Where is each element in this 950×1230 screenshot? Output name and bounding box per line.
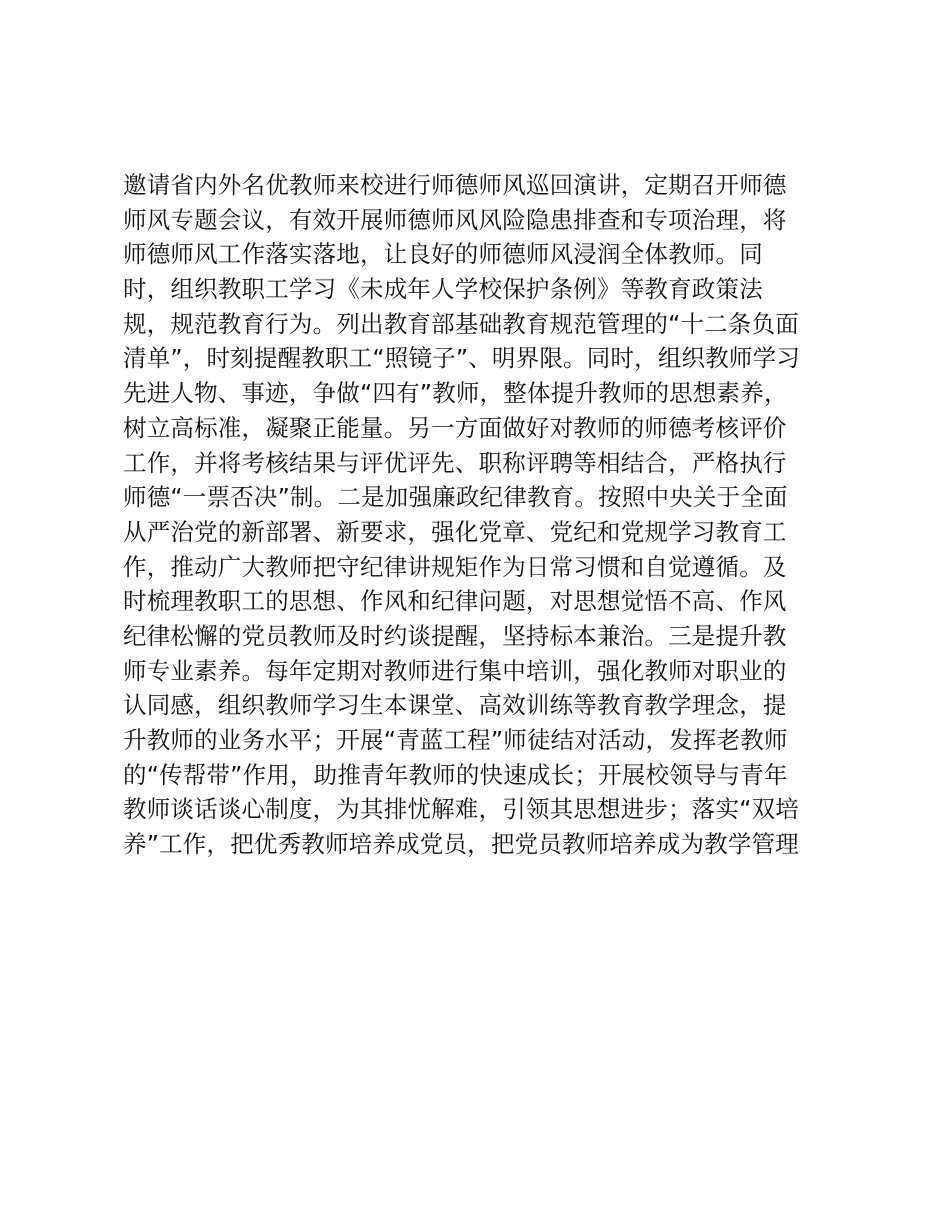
text-line: 师风专题会议，有效开展师德师风风险隐患排查和专项治理，将 xyxy=(123,205,787,234)
text-line: 升教师的业务水平；开展“青蓝工程”师徒结对活动，发挥老教师 xyxy=(123,726,788,754)
text-line: 师德师风工作落实落地，让良好的师德师风浸润全体教师。同 xyxy=(123,240,763,269)
text-line: 清单”，时刻提醒教职工“照镜子”、明界限。同时，组织教师学习 xyxy=(123,344,801,373)
text-line: 时梳理教职工的思想、作风和纪律问题，对思想觉悟不高、作风 xyxy=(123,587,787,616)
text-line: 时，组织教职工学习《未成年人学校保护条例》等教育政策法 xyxy=(123,275,763,304)
text-line: 规，规范教育行为。列出教育部基础教育规范管理的“十二条负面 xyxy=(123,309,799,338)
body-paragraph xyxy=(123,168,843,862)
text-line: 认同感，组织教师学习生本课堂、高效训练等教育教学理念，提 xyxy=(123,691,787,720)
text-line: 工作，并将考核结果与评优评先、职称评聘等相结合，严格执行 xyxy=(123,448,787,477)
text-line: 作，推动广大教师把守纪律讲规矩作为日常习惯和自觉遵循。及 xyxy=(123,552,787,581)
text-line: 从严治党的新部署、新要求，强化党章、党纪和党规学习教育工 xyxy=(123,517,787,546)
text-line: 师德“一票否决”制。二是加强廉政纪律教育。按照中央关于全面 xyxy=(123,483,788,512)
text-line: 养”工作，把优秀教师培养成党员，把党员教师培养成为教学管理 xyxy=(123,830,799,859)
text-line: 先进人物、事迹，争做“四有”教师，整体提升教师的思想素养， xyxy=(123,379,788,408)
text-line: 教师谈话谈心制度，为其排忧解难，引领其思想进步；落实“双培 xyxy=(123,795,799,824)
text-line: 的“传帮带”作用，助推青年教师的快速成长；开展校领导与青年 xyxy=(123,760,788,789)
text-line: 树立高标准，凝聚正能量。另一方面做好对教师的师德考核评价 xyxy=(123,413,787,442)
text-line: 纪律松懈的党员教师及时约谈提醒，坚持标本兼治。三是提升教 xyxy=(123,621,787,650)
text-line: 师专业素养。每年定期对教师进行集中培训，强化教师对职业的 xyxy=(123,656,787,685)
text-line: 邀请省内外名优教师来校进行师德师风巡回演讲，定期召开师德 xyxy=(123,171,787,199)
